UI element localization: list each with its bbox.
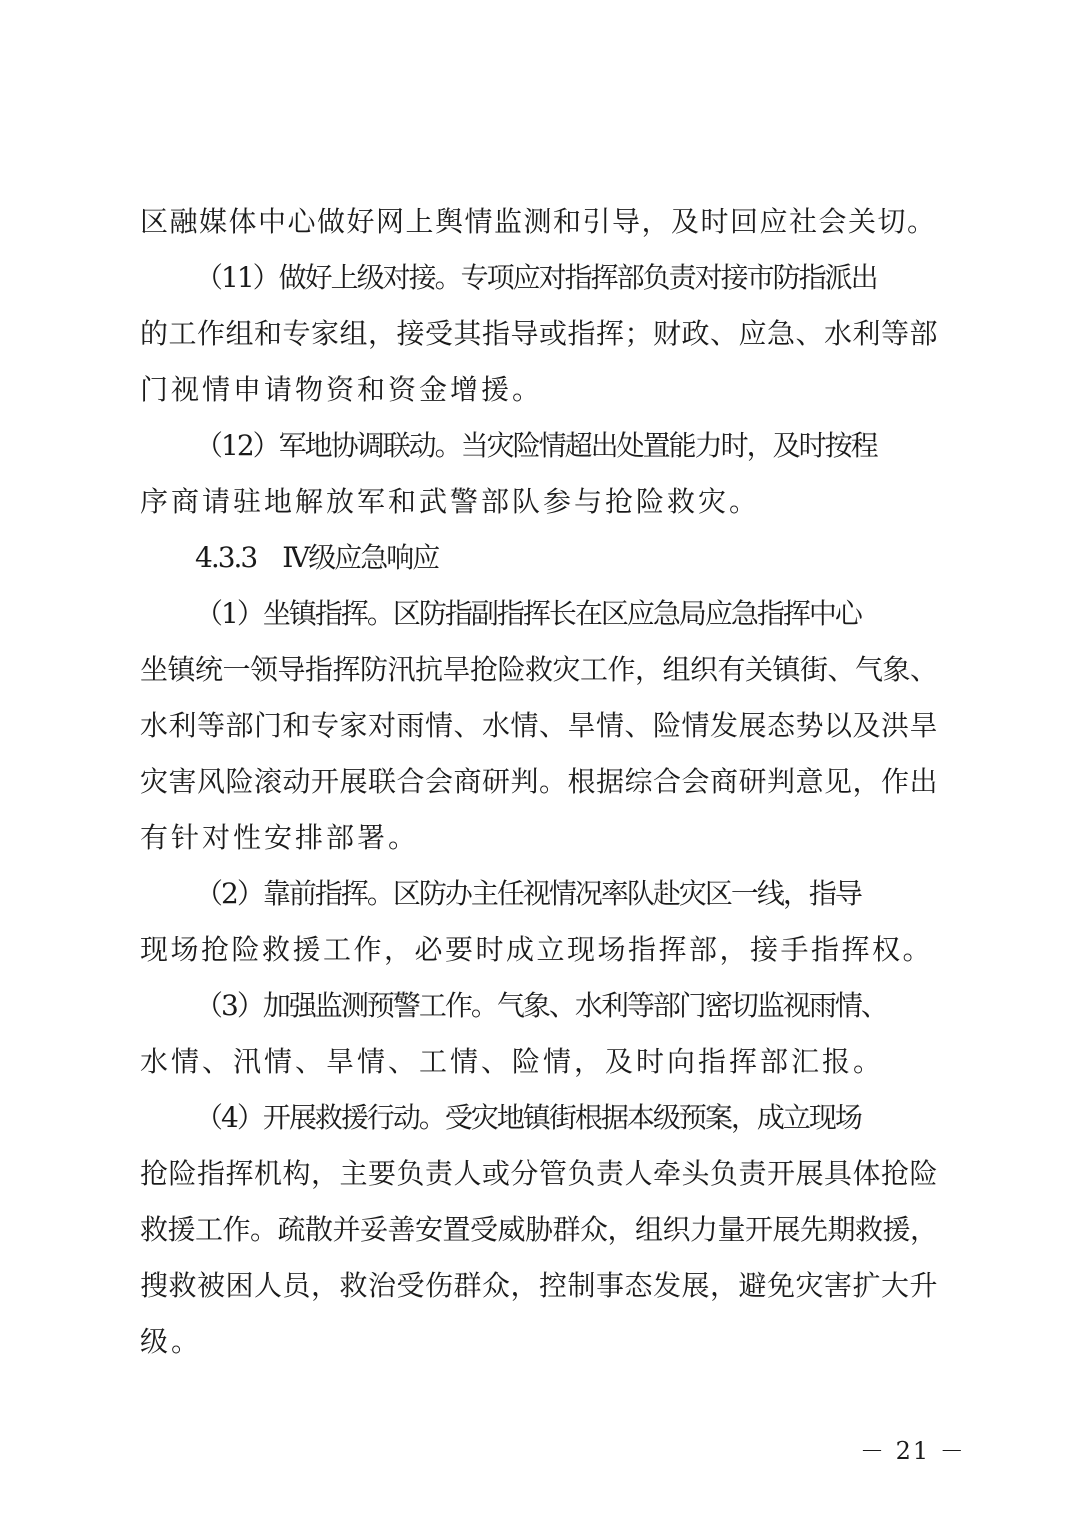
text-line: 水情、汛情、旱情、工情、险情，及时向指挥部汇报。 [140, 1045, 885, 1078]
text-line: 级。 [140, 1325, 203, 1358]
text-line: 现场抢险救援工作，必要时成立现场指挥部，接手指挥权。 [140, 933, 934, 966]
text-line: 坐镇统一领导指挥防汛抗旱抢险救灾工作，组织有关镇街、气象、 [140, 653, 938, 686]
text-line: 门视情申请物资和资金增援。 [140, 373, 544, 406]
paragraph-heading-12: （12）军地协调联动。当灾险情超出处置能力时，及时按程 [195, 429, 877, 462]
text-line: 搜救被困人员，救治受伤群众，控制事态发展，避免灾害扩大升 [140, 1269, 939, 1302]
text-line: 的工作组和专家组，接受其指导或指挥；财政、应急、水利等部 [140, 317, 939, 350]
section-heading-4-3-3: 4.3.3 Ⅳ级应急响应 [195, 541, 439, 574]
text-line: 抢险指挥机构，主要负责人或分管负责人牵头负责开展具体抢险 [140, 1157, 939, 1190]
text-line: 有针对性安排部署。 [140, 821, 420, 854]
paragraph-heading-4: （4）开展救援行动。受灾地镇街根据本级预案，成立现场 [195, 1101, 861, 1134]
page-number: － 21 － [860, 1437, 966, 1465]
paragraph-heading-3: （3）加强监测预警工作。气象、水利等部门密切监视雨情、 [195, 989, 887, 1022]
text-line: 灾害风险滚动开展联合会商研判。根据综合会商研判意见，作出 [140, 765, 939, 798]
paragraph-heading-11: （11）做好上级对接。专项应对指挥部负责对接市防指派出 [195, 261, 877, 294]
text-line: 序商请驻地解放军和武警部队参与抢险救灾。 [140, 485, 761, 518]
paragraph-heading-1: （1）坐镇指挥。区防指副指挥长在区应急局应急指挥中心 [195, 597, 861, 630]
paragraph-heading-2: （2）靠前指挥。区防办主任视情况率队赴灾区一线，指导 [195, 877, 861, 910]
text-line: 水利等部门和专家对雨情、水情、旱情、险情发展态势以及洪旱 [140, 709, 939, 742]
text-line: 区融媒体中心做好网上舆情监测和引导，及时回应社会关切。 [140, 205, 937, 238]
text-line: 救援工作。疏散并妥善安置受威胁群众，组织力量开展先期救援， [140, 1213, 938, 1246]
